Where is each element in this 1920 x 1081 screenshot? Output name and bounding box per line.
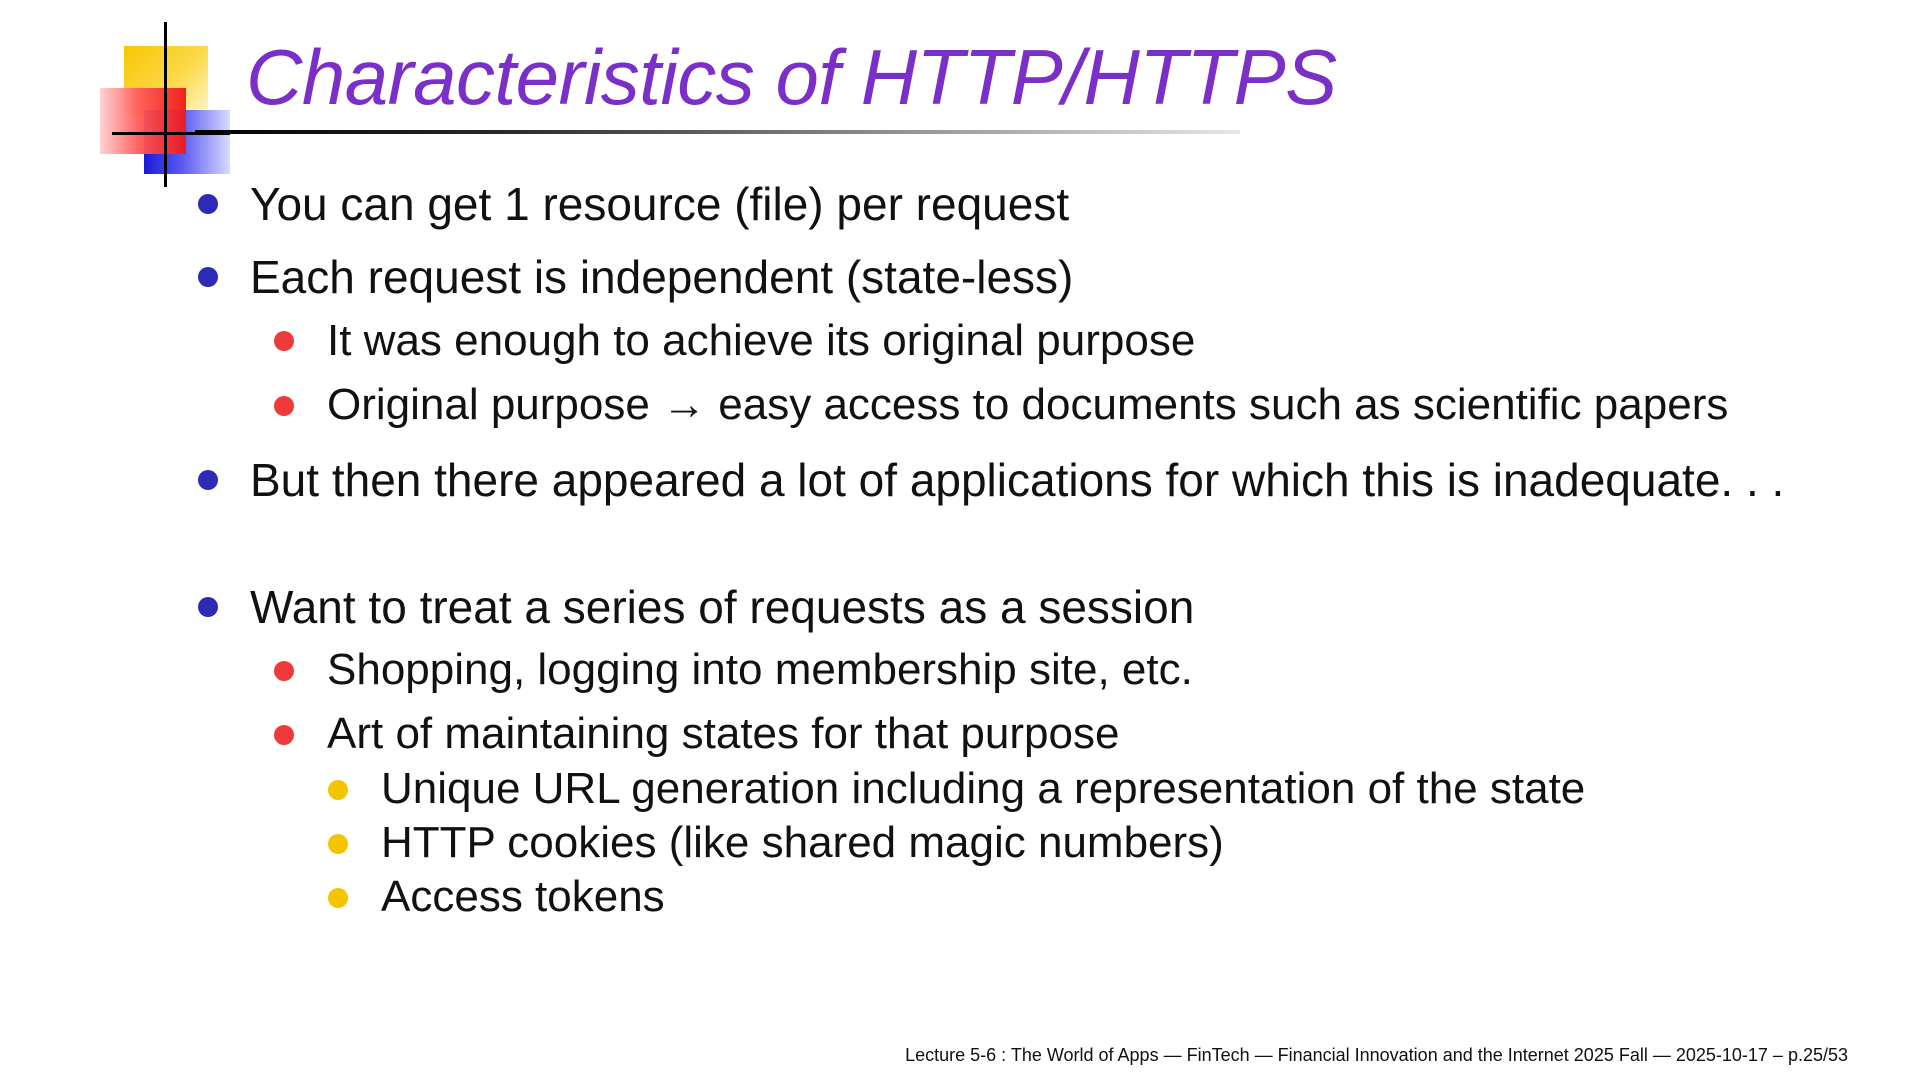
bullet-dot-level1 [198, 470, 218, 490]
bullet-item: Want to treat a series of requests as a session [250, 581, 1195, 633]
slide-logo [100, 22, 240, 187]
bullet-item: Art of maintaining states for that purpose [327, 709, 1120, 758]
bullet-item: Access tokens [381, 872, 665, 921]
bullet-item: Shopping, logging into membership site, etc. [327, 645, 1193, 694]
bullet-item: It was enough to achieve its original purpose [327, 316, 1196, 365]
bullet-item: But then there appeared a lot of applications for which this is inadequate. . . [250, 454, 1785, 506]
bullet-dot-level1 [198, 194, 218, 214]
slide-footer: Lecture 5-6 : The World of Apps — FinTech — Financial Innovation and the Internet 2025 Fall — 2025-10-17 – p.25/53 [905, 1045, 1848, 1065]
bullet-dot-level2 [274, 396, 294, 416]
bullet-dot-level2 [274, 725, 294, 745]
bullet-item: Original purpose → easy access to documents such as scientific papers [327, 380, 1729, 429]
bullet-dot-level2 [274, 331, 294, 351]
slide-title: Characteristics of HTTP/HTTPS [246, 33, 1337, 121]
bullet-dot-level3 [328, 834, 348, 854]
bullet-dot-level1 [198, 597, 218, 617]
title-underline [195, 130, 1240, 134]
bullet-dot-level2 [274, 661, 294, 681]
bullet-dot-level3 [328, 780, 348, 800]
bullet-item: You can get 1 resource (file) per request [250, 178, 1070, 230]
bullet-item: HTTP cookies (like shared magic numbers) [381, 818, 1224, 867]
bullet-dot-level3 [328, 888, 348, 908]
logo-vertical-line [164, 22, 167, 187]
bullet-item: Each request is independent (state-less) [250, 251, 1074, 303]
bullet-item: Unique URL generation including a representation of the state [381, 764, 1586, 813]
logo-red-square [100, 88, 186, 154]
bullet-dot-level1 [198, 267, 218, 287]
